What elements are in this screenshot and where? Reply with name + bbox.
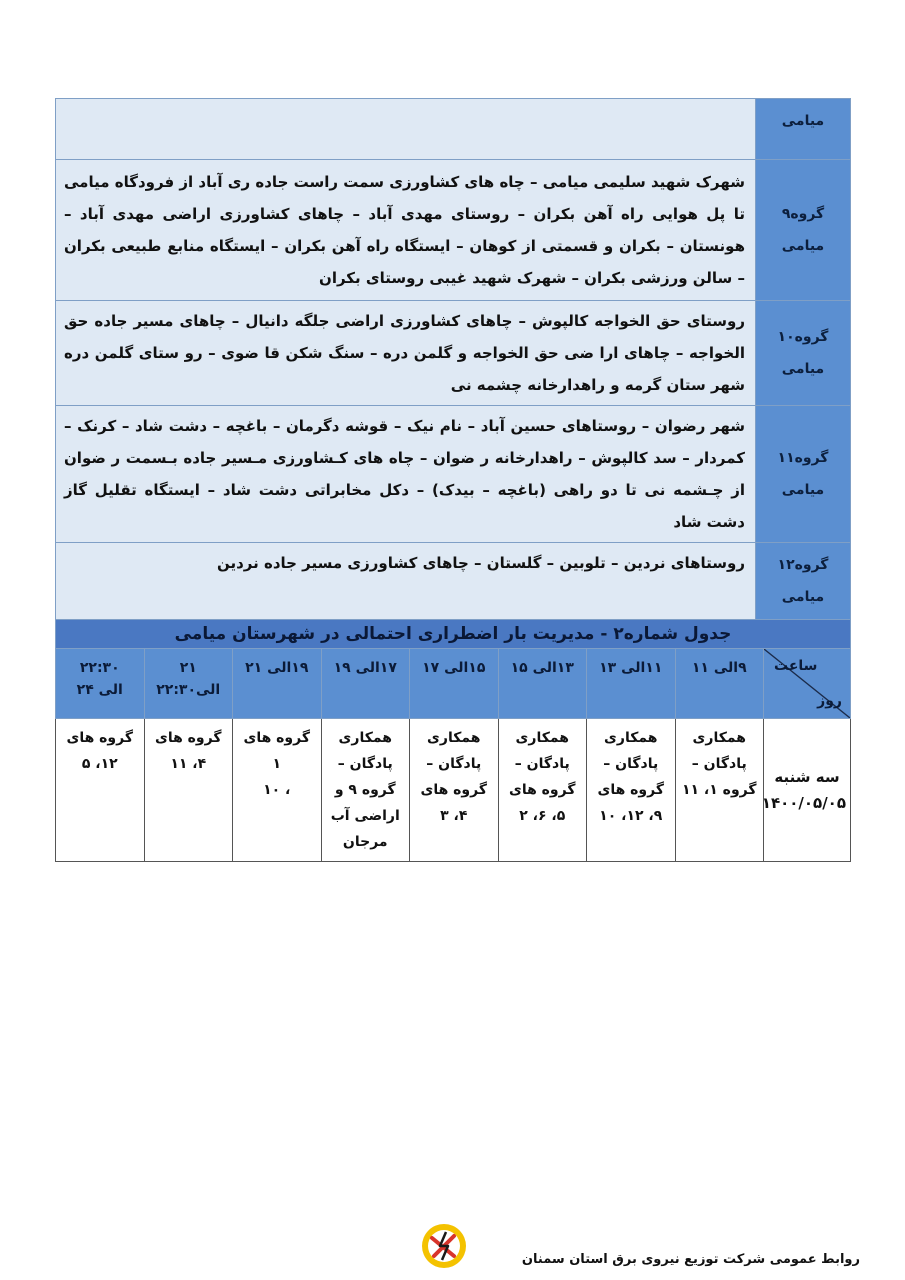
group-label: گروه۱۱ میامی bbox=[756, 406, 851, 543]
group-areas bbox=[56, 99, 756, 160]
power-company-logo-icon bbox=[420, 1222, 468, 1270]
hour-label: ساعت bbox=[774, 658, 818, 674]
group-label: گروه۱۲ میامی bbox=[756, 543, 851, 620]
schedule-cell: همکاری پادگان – گروه های ۴، ۳ bbox=[410, 719, 499, 862]
group-areas: شهرک شهید سلیمی میامی – چاه های کشاورزی سمت راست جاده ری آباد از فرودگاه میامی تا پل هوایی راه آهن بکران – روستای مهدی آباد – چاهای کشاورزی اراضی مهدی آباد – هونستان – بکران و قسمتی از کوهان – ایستگاه راه آهن بکران – ایستگاه منابع طبیعی بکران – سالن ورزشی بکران – شهرک شهید غیبی روستای بکران bbox=[56, 160, 756, 301]
schedule-cell: گروه های ۱۲، ۵ bbox=[56, 719, 145, 862]
group-areas: شهر رضوان – روستاهای حسین آباد – نام نیک – قوشه دگرمان – باغچه – دشت شاد – کرنک – کمردار – سد کالپوش – راهدارخانه ر ضوان – چاه های کـشاورزی مـسیر جاده بـسمت ر ضوان از چـشمه نی تا دو راهی (باغچه – بیدک) – دکل مخابراتی دشت شاد – ایستگاه تقلیل گاز دشت شاد bbox=[56, 406, 756, 543]
group-row bbox=[56, 160, 851, 301]
schedule-table-title: جدول شماره۲ - مدیریت بار اضطراری احتمالی در شهرستان میامی bbox=[55, 620, 851, 648]
corner-header bbox=[764, 649, 851, 719]
group-areas: روستای حق الخواجه کالپوش – چاهای کشاورزی اراضی جلگه دانیال – چاهای مسیر جاده حق الخواجه – چاهای ارا ضی حق الخواجه و گلمن دره – سنگ شکن قا ضوی – رو ستای گلمن دره شهر ستان گرمه و راهدارخانه چشمه نی bbox=[56, 301, 756, 406]
time-slot-header: ۲۱ الی۲۲:۳۰ bbox=[144, 649, 233, 719]
groups-table bbox=[55, 98, 851, 620]
time-slot-header: ۱۱الی ۱۳ bbox=[587, 649, 676, 719]
group-row bbox=[56, 99, 851, 160]
group-row bbox=[56, 543, 851, 620]
time-slot-header: ۲۲:۳۰ الی ۲۴ bbox=[56, 649, 145, 719]
schedule-table bbox=[55, 648, 851, 862]
footer-credit: روابط عمومی شرکت توزیع نیروی برق استان سمنان bbox=[521, 1252, 860, 1267]
group-label: میامی bbox=[756, 99, 851, 160]
group-label: گروه۱۰ میامی bbox=[756, 301, 851, 406]
schedule-cell: همکاری پادگان – گروه های ۵، ۶، ۲ bbox=[498, 719, 587, 862]
document-body bbox=[55, 98, 851, 862]
time-slot-header: ۱۵الی ۱۷ bbox=[410, 649, 499, 719]
group-row bbox=[56, 406, 851, 543]
day-label: روز bbox=[817, 693, 842, 709]
schedule-row bbox=[56, 719, 851, 862]
time-slot-header: ۱۹الی ۲۱ bbox=[233, 649, 322, 719]
group-areas: روستاهای نردین – تلوبین – گلستان – چاهای کشاورزی مسیر جاده نردین bbox=[56, 543, 756, 620]
group-label: گروه۹ میامی bbox=[756, 160, 851, 301]
footer bbox=[420, 1222, 860, 1274]
schedule-cell: گروه های ۱ ، ۱۰ bbox=[233, 719, 322, 862]
day-date-cell: سه شنبه ۱۴۰۰/۰۵/۰۵ bbox=[764, 719, 851, 862]
schedule-cell: همکاری پادگان – گروه ۱، ۱۱ bbox=[675, 719, 764, 862]
schedule-cell: همکاری پادگان – گروه های ۹، ۱۲، ۱۰ bbox=[587, 719, 676, 862]
time-slot-header: ۹الی ۱۱ bbox=[675, 649, 764, 719]
schedule-cell: گروه های ۴، ۱۱ bbox=[144, 719, 233, 862]
time-slot-header: ۱۳الی ۱۵ bbox=[498, 649, 587, 719]
schedule-header-row bbox=[56, 649, 851, 719]
time-slot-header: ۱۷الی ۱۹ bbox=[321, 649, 410, 719]
schedule-cell: همکاری پادگان – گروه ۹ و اراضی آب مرجان bbox=[321, 719, 410, 862]
group-row bbox=[56, 301, 851, 406]
